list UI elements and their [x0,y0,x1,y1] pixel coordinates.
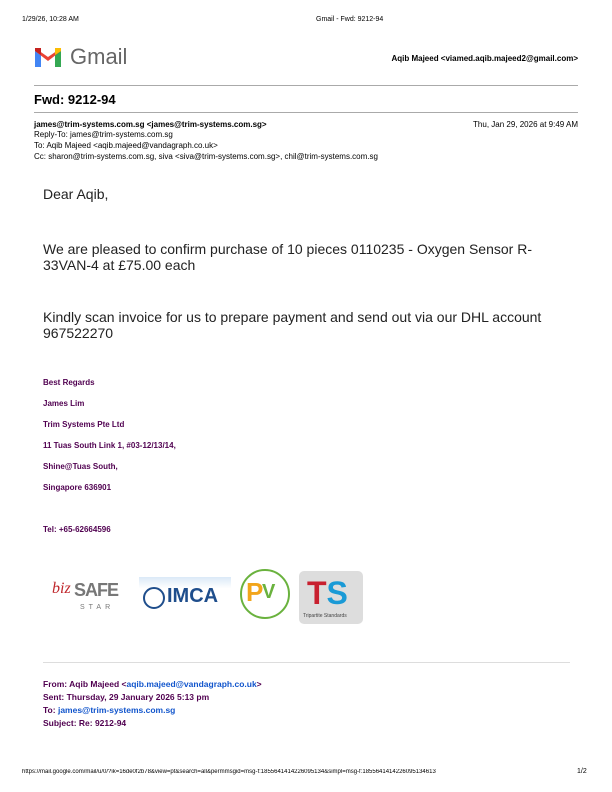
email-subject: Fwd: 9212-94 [34,92,116,107]
message-to: To: Aqib Majeed <aqib.majeed@vandagraph.co.uk> [34,141,218,150]
divider [34,112,578,113]
divider [43,662,570,663]
message-cc: Cc: sharon@trim-systems.com.sg, siva <siva@trim-systems.com.sg>, chil@trim-systems.com.sg [34,152,378,161]
tripartite-standards-logo: TS Tripartite Standards [299,571,363,624]
quoted-subject: Subject: Re: 9212-94 [43,718,127,728]
imca-logo: IMCA [139,577,231,615]
signature-tel: Tel: +65-62664596 [43,525,111,534]
signature-name: James Lim [43,399,85,408]
quoted-from [43,679,262,689]
account-label: Aqib Majeed <viamed.aqib.majeed2@gmail.com> [391,54,578,63]
quoted-sent: Sent: Thursday, 29 January 2026 5:13 pm [43,692,210,702]
gmail-logo-icon [33,45,63,69]
signature-address-3: Singapore 636901 [43,483,112,492]
footer-url: https://mail.google.com/mail/u/0/?ik=16de0f2b78&view=pt&search=all&permmsgid=msg-f:1855641414226095134&simpl=msg-f:1855641414226095134613 [22,769,436,775]
quoted-to-label: To: [43,705,58,715]
greeting: Dear Aqib, [43,186,109,202]
signature-regards: Best Regards [43,378,95,387]
message-reply-to: Reply-To: james@trim-systems.com.sg [34,130,173,139]
bizsafe-logo: biz SAFE STAR [52,580,119,611]
page-number: 1/2 [577,768,587,775]
signature-company: Trim Systems Pte Ltd [43,420,125,429]
divider [34,85,578,86]
quoted-from-email-link[interactable]: aqib.majeed@vandagraph.co.uk [126,679,257,689]
print-datetime: 1/29/26, 10:28 AM [22,16,79,23]
body-paragraph-1-line-2: 33VAN-4 at £75.00 each [43,257,196,273]
quoted-to [43,705,175,715]
signature-address-2: Shine@Tuas South, [43,462,118,471]
body-paragraph-2-line-1: Kindly scan invoice for us to prepare payment and send out via our DHL account [43,309,542,325]
signature-address-1: 11 Tuas South Link 1, #03-12/13/14, [43,441,176,450]
body-paragraph-2-line-2: 967522270 [43,325,114,341]
message-date: Thu, Jan 29, 2026 at 9:49 AM [473,120,578,129]
gmail-logo-text: Gmail [70,44,128,69]
quoted-from-end: > [256,679,262,689]
body-paragraph-1-line-1: We are pleased to confirm purchase of 10 pieces 0110235 - Oxygen Sensor R- [43,241,532,257]
message-from: james@trim-systems.com.sg <james@trim-systems.com.sg> [34,120,267,129]
quoted-from-label: From: Aqib Majeed < [43,679,127,689]
quoted-to-email-link[interactable]: james@trim-systems.com.sg [57,705,176,715]
print-title: Gmail - Fwd: 9212-94 [316,16,384,23]
progressive-wages-logo: P V [240,569,290,619]
